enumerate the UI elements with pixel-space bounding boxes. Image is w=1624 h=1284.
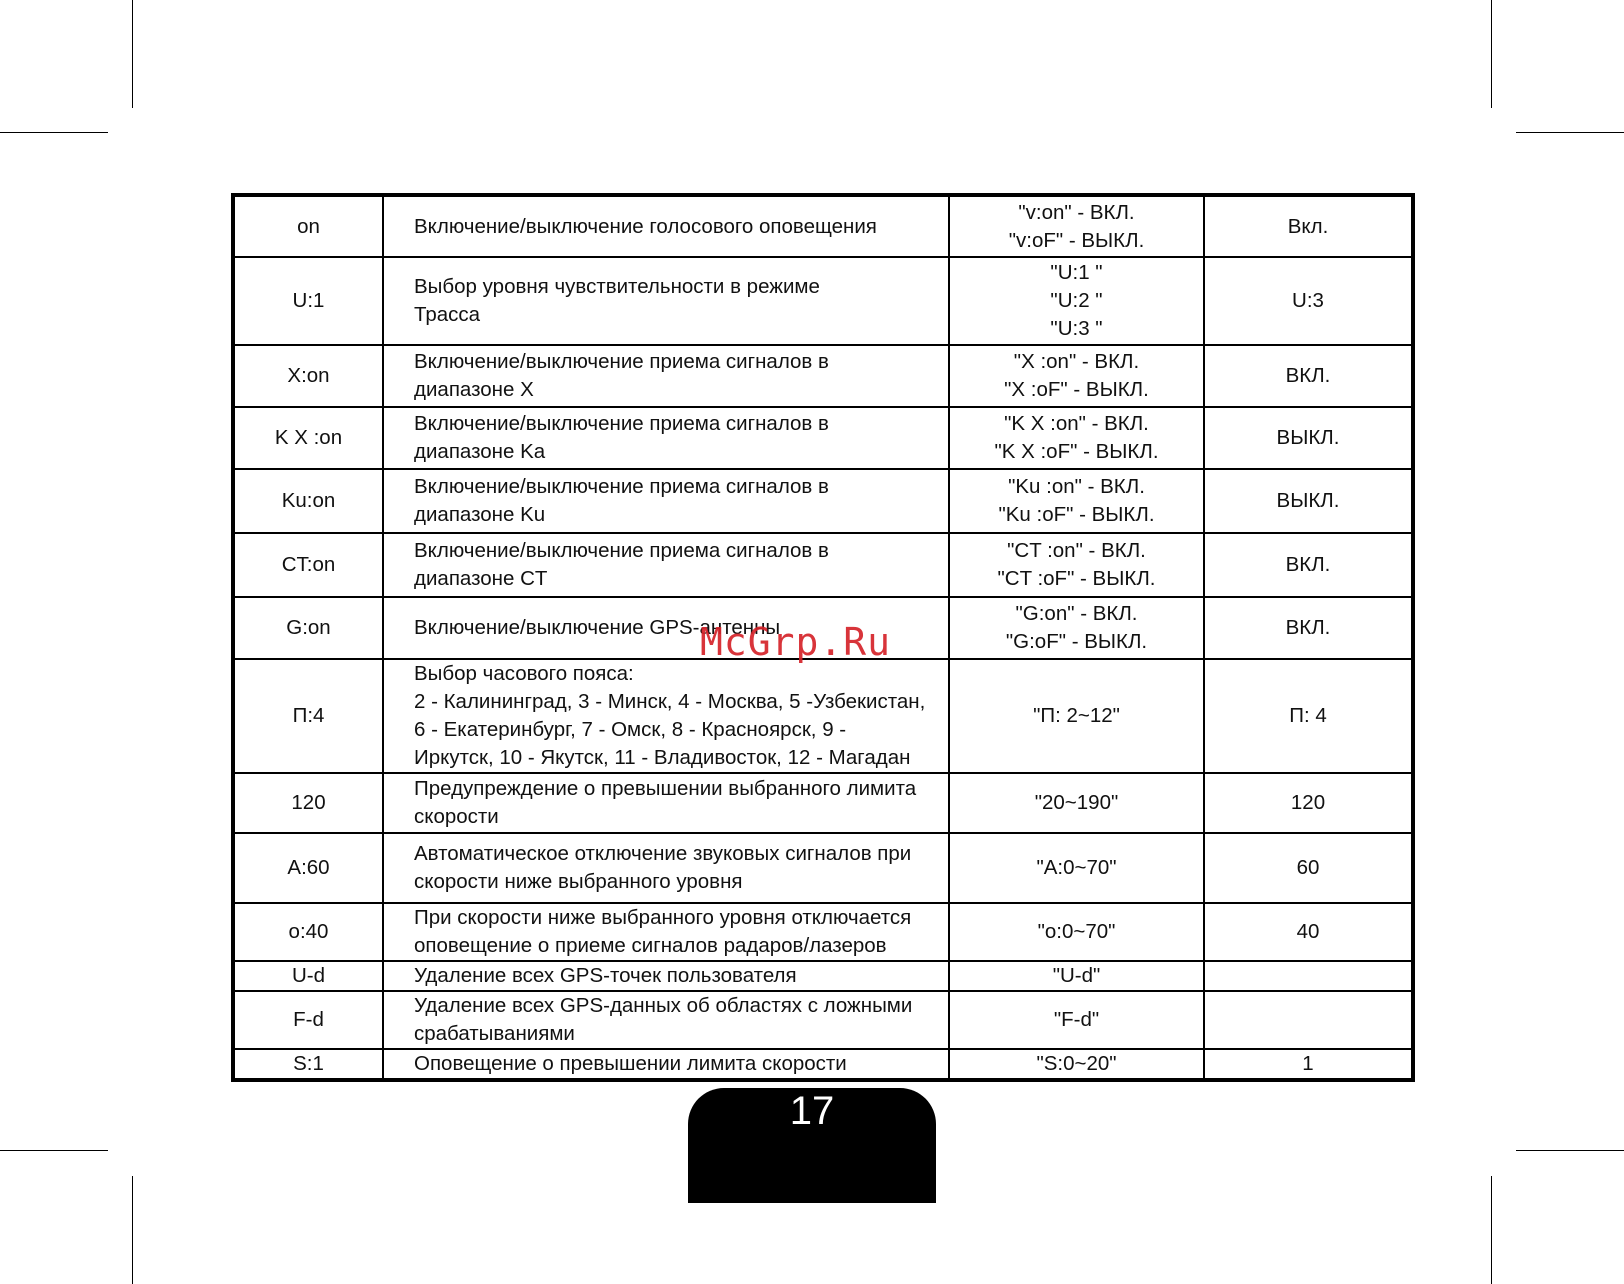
cell-values: "F-d" [949, 991, 1204, 1049]
settings-table-body [233, 195, 1413, 1080]
page-number: 17 [789, 1089, 835, 1133]
cell-code: o:40 [233, 903, 383, 961]
table-row [233, 961, 1413, 991]
cell-values: "U:1 " "U:2 " "U:3 " [949, 257, 1204, 345]
table-row [233, 659, 1413, 773]
cell-description: Включение/выключение GPS-антенны [383, 597, 949, 659]
cell-code: X:on [233, 345, 383, 407]
cell-values: "CT :on" - ВКЛ. "CT :oF" - ВЫКЛ. [949, 533, 1204, 597]
cell-description: Включение/выключение приема сигналов в диапазоне Ka [383, 407, 949, 469]
cell-description: Предупреждение о превышении выбранного лимита скорости [383, 773, 949, 833]
cell-description: Удаление всех GPS-точек пользователя [383, 961, 949, 991]
crop-mark [0, 1150, 108, 1151]
cell-code: U:1 [233, 257, 383, 345]
cell-code: 120 [233, 773, 383, 833]
cell-values: "G:on" - ВКЛ. "G:oF" - ВЫКЛ. [949, 597, 1204, 659]
table-row [233, 257, 1413, 345]
cell-default: 60 [1204, 833, 1413, 903]
crop-mark [0, 132, 108, 133]
cell-default: 40 [1204, 903, 1413, 961]
cell-values: "X :on" - ВКЛ. "X :oF" - ВЫКЛ. [949, 345, 1204, 407]
table-row [233, 833, 1413, 903]
cell-values: "o:0~70" [949, 903, 1204, 961]
cell-description: Выбор уровня чувствительности в режиме Трасса [383, 257, 949, 345]
cell-description: При скорости ниже выбранного уровня отключается оповещение о приеме сигналов радаров/лазеров [383, 903, 949, 961]
table-row [233, 533, 1413, 597]
crop-mark [1491, 0, 1492, 108]
cell-values: "20~190" [949, 773, 1204, 833]
cell-description: Автоматическое отключение звуковых сигналов при скорости ниже выбранного уровня [383, 833, 949, 903]
cell-values: "A:0~70" [949, 833, 1204, 903]
cell-code: F-d [233, 991, 383, 1049]
cell-values: "K X :on" - ВКЛ. "K X :oF" - ВЫКЛ. [949, 407, 1204, 469]
cell-code: A:60 [233, 833, 383, 903]
cell-description: Включение/выключение голосового оповещения [383, 195, 949, 257]
cell-default: 120 [1204, 773, 1413, 833]
cell-default: П: 4 [1204, 659, 1413, 773]
cell-description: Включение/выключение приема сигналов в диапазоне CT [383, 533, 949, 597]
cell-code: S:1 [233, 1049, 383, 1080]
table-row [233, 597, 1413, 659]
table-row [233, 773, 1413, 833]
cell-code: П:4 [233, 659, 383, 773]
cell-default: Вкл. [1204, 195, 1413, 257]
crop-mark [1516, 132, 1624, 133]
cell-code: U-d [233, 961, 383, 991]
table-row [233, 903, 1413, 961]
crop-mark [132, 1176, 133, 1284]
crop-mark [1491, 1176, 1492, 1284]
cell-code: CT:on [233, 533, 383, 597]
table-row [233, 991, 1413, 1049]
table-row [233, 195, 1413, 257]
cell-default: ВКЛ. [1204, 533, 1413, 597]
cell-default: ВКЛ. [1204, 345, 1413, 407]
cell-default: 1 [1204, 1049, 1413, 1080]
watermark: McGrp.Ru [700, 620, 892, 664]
table-row [233, 1049, 1413, 1080]
table-row [233, 345, 1413, 407]
cell-values: "v:on" - ВКЛ. "v:oF" - ВЫКЛ. [949, 195, 1204, 257]
cell-description: Выбор часового пояса: 2 - Калининград, 3 - Минск, 4 - Москва, 5 -Узбекистан, 6 - Екатеринбург, 7 - Омск, 8 - Красноярск, 9 - Иркутск, 10 - Якутск, 11 - Владивосток, 12 - Магадан [383, 659, 949, 773]
cell-default [1204, 991, 1413, 1049]
cell-code: G:on [233, 597, 383, 659]
cell-code: on [233, 195, 383, 257]
settings-table [231, 193, 1415, 1082]
cell-values: "U-d" [949, 961, 1204, 991]
cell-values: "S:0~20" [949, 1049, 1204, 1080]
cell-values: "Ku :on" - ВКЛ. "Ku :oF" - ВЫКЛ. [949, 469, 1204, 533]
cell-default: ВЫКЛ. [1204, 469, 1413, 533]
table-row [233, 469, 1413, 533]
table-row [233, 407, 1413, 469]
cell-default: ВКЛ. [1204, 597, 1413, 659]
cell-description: Оповещение о превышении лимита скорости [383, 1049, 949, 1080]
cell-default: U:3 [1204, 257, 1413, 345]
page-number-tab [688, 1088, 936, 1203]
cell-code: K X :on [233, 407, 383, 469]
cell-default: ВЫКЛ. [1204, 407, 1413, 469]
cell-description: Удаление всех GPS-данных об областях с ложными срабатываниями [383, 991, 949, 1049]
cell-description: Включение/выключение приема сигналов в диапазоне Ku [383, 469, 949, 533]
cell-default [1204, 961, 1413, 991]
cell-values: "П: 2~12" [949, 659, 1204, 773]
crop-mark [1516, 1150, 1624, 1151]
cell-description: Включение/выключение приема сигналов в диапазоне X [383, 345, 949, 407]
crop-mark [132, 0, 133, 108]
cell-code: Ku:on [233, 469, 383, 533]
